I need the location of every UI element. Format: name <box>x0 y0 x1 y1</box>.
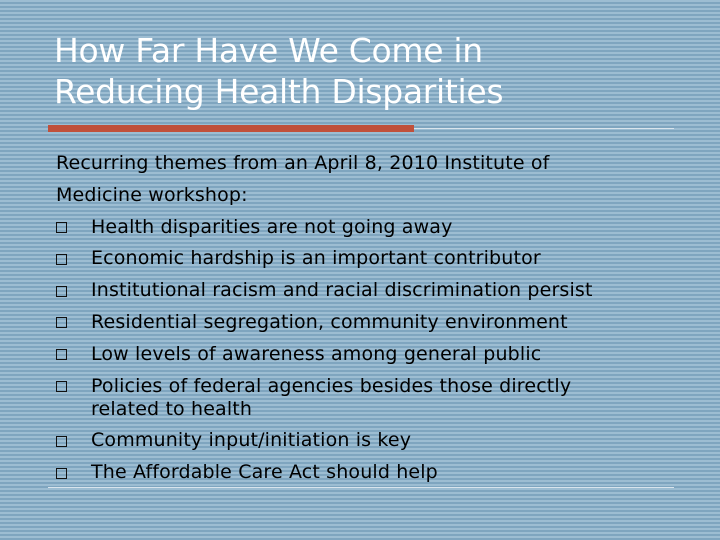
list-item <box>56 457 676 489</box>
hollow-square-icon <box>56 371 70 403</box>
bullet-text: The Affordable Care Act should help <box>91 461 438 484</box>
bullet-list <box>56 212 676 489</box>
intro-line-1: Recurring themes from an April 8, 2010 Institute of <box>56 152 550 174</box>
list-item <box>56 425 676 457</box>
intro-line-2: Medicine workshop: <box>56 183 248 206</box>
title-divider-accent <box>48 125 414 132</box>
bullet-text: Residential segregation, community environment <box>91 310 568 333</box>
bullet-text: Economic hardship is an important contributor <box>91 247 541 270</box>
slide-body <box>56 148 676 489</box>
list-item <box>56 339 676 371</box>
list-item <box>56 275 676 307</box>
slide-title <box>54 30 674 112</box>
hollow-square-icon <box>56 339 70 371</box>
intro-text <box>56 148 676 212</box>
list-item <box>56 212 676 244</box>
bottom-divider <box>48 487 674 488</box>
title-line-2: Reducing Health Disparities <box>54 72 504 111</box>
bullet-text: Policies of federal agencies besides those directly <box>91 374 572 397</box>
hollow-square-icon <box>56 425 70 457</box>
list-item <box>56 243 676 275</box>
hollow-square-icon <box>56 212 70 244</box>
hollow-square-icon <box>56 457 70 489</box>
bullet-text-continuation: related to health <box>91 398 253 421</box>
hollow-square-icon <box>56 243 70 275</box>
list-item <box>56 371 676 426</box>
bullet-text: Community input/initiation is key <box>91 429 412 452</box>
list-item <box>56 307 676 339</box>
bullet-text: Institutional racism and racial discrimination persist <box>91 279 593 302</box>
title-divider <box>48 125 674 132</box>
title-divider-thin <box>414 128 674 129</box>
bullet-text: Low levels of awareness among general public <box>91 342 542 365</box>
hollow-square-icon <box>56 275 70 307</box>
hollow-square-icon <box>56 307 70 339</box>
bullet-text: Health disparities are not going away <box>91 215 453 238</box>
title-line-1: How Far Have We Come in <box>54 31 483 70</box>
